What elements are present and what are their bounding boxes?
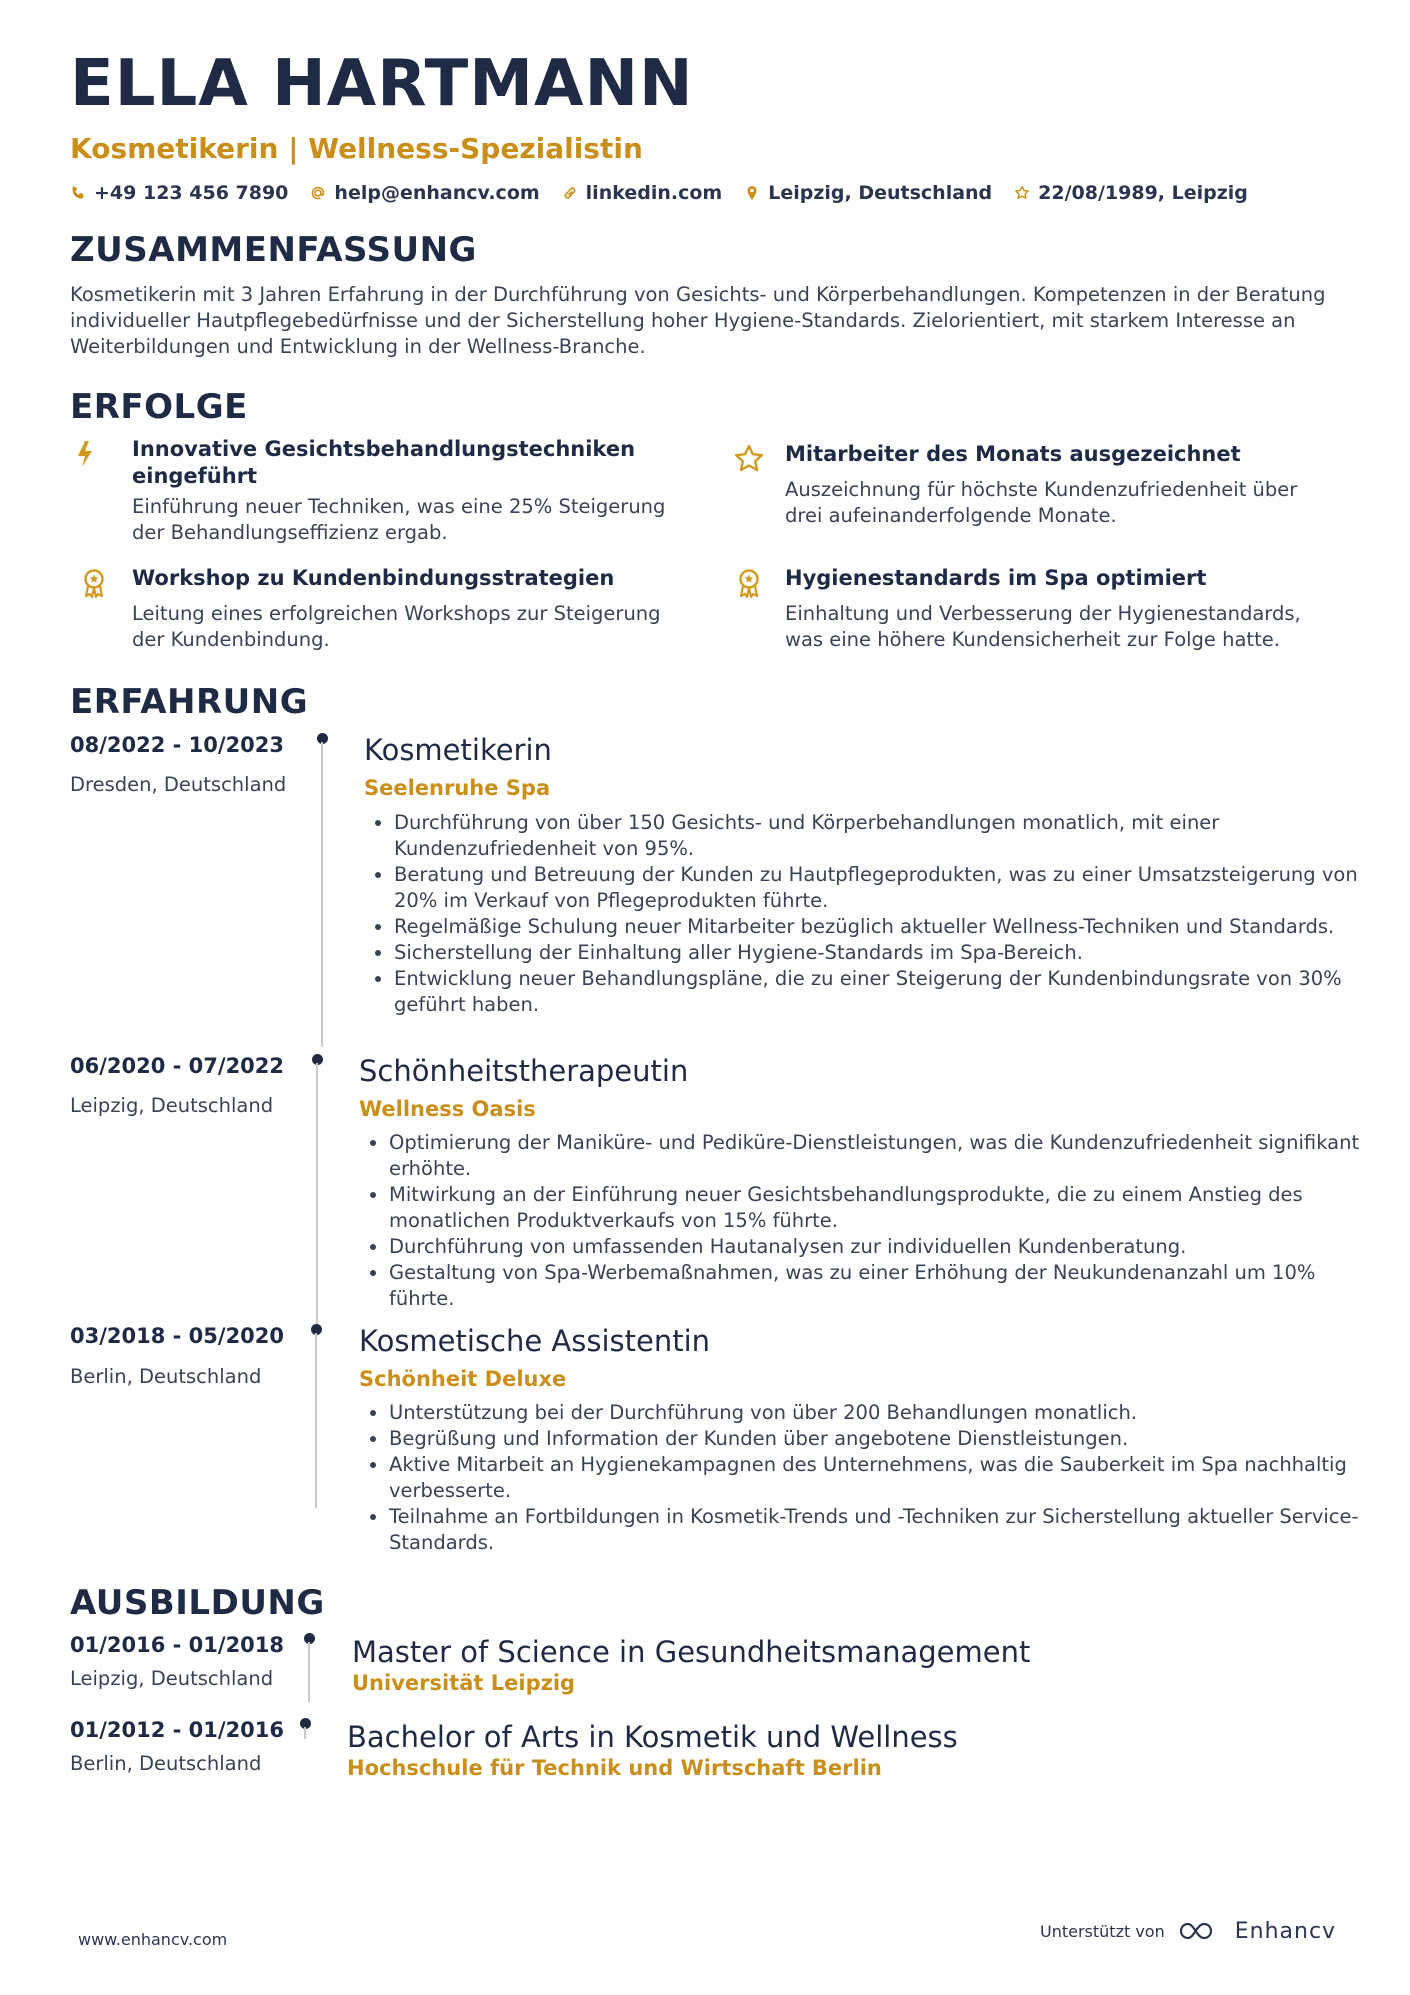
job-company: Schönheit Deluxe — [359, 1367, 567, 1391]
timeline-line — [316, 1063, 318, 1325]
list-item: • Regelmäßige Schulung neuer Mitarbeiter bezüglich aktueller Wellness-Techniken und Standards. — [394, 914, 1374, 940]
link-icon — [562, 185, 578, 201]
job-bullets — [361, 1400, 1369, 1556]
achievement-item — [733, 565, 1323, 655]
contact-linkedin[interactable] — [562, 182, 723, 204]
edu-dates: 01/2016 - 01/2018 — [70, 1633, 285, 1657]
timeline-line — [304, 1727, 306, 1739]
achievement-item — [733, 441, 1323, 531]
job-dates: 08/2022 - 10/2023 — [70, 733, 285, 757]
list-item: • Mitwirkung an der Einführung neuer Gesichtsbehandlungsprodukte, die zu einem Anstieg des monatlichen Produktverkaufs von 15% führte. — [389, 1182, 1374, 1234]
job-dates: 06/2020 - 07/2022 — [70, 1054, 285, 1078]
list-item: • Aktive Mitarbeit an Hygienekampagnen des Unternehmens, was die Sauberkeit im Spa nachhaltig verbesserte. — [389, 1452, 1369, 1504]
lightning-icon — [70, 438, 102, 470]
edu-degree: Master of Science in Gesundheitsmanagement — [352, 1635, 1031, 1669]
list-item: • Unterstützung bei der Durchführung von über 200 Behandlungen monatlich. — [389, 1400, 1369, 1426]
star-outline-icon — [733, 443, 765, 475]
edu-degree: Bachelor of Arts in Kosmetik und Wellness — [347, 1720, 958, 1754]
achievements-heading: ERFOLGE — [70, 387, 248, 427]
job-dates: 03/2018 - 05/2020 — [70, 1324, 285, 1348]
job-company: Wellness Oasis — [359, 1097, 536, 1121]
contact-birth-text: 22/08/1989, Leipzig — [1038, 182, 1248, 204]
contact-email-text: help@enhancv.com — [334, 182, 540, 204]
contact-email[interactable] — [310, 182, 539, 204]
achievement-item — [70, 436, 666, 546]
list-item: • Beratung und Betreuung der Kunden zu Hautpflegeprodukten, was zu einer Umsatzsteigerung von 20% im Verkauf von Pflegeprodukten führte. — [394, 862, 1374, 914]
job-role: Kosmetische Assistentin — [359, 1324, 711, 1358]
achievement-desc: Auszeichnung für höchste Kundenzufriedenheit über drei aufeinanderfolgende Monate. — [785, 478, 1298, 527]
job-location: Dresden, Deutschland — [70, 773, 287, 796]
powered-by-text: Unterstützt von — [1040, 1921, 1165, 1941]
award-medal-icon — [78, 567, 110, 599]
achievement-title: Hygienestandards im Spa optimiert — [785, 566, 1207, 590]
footer-branding — [1040, 1918, 1336, 1944]
at-icon — [310, 185, 326, 201]
enhancv-logo-icon — [1177, 1918, 1223, 1944]
contact-linkedin-text: linkedin.com — [585, 182, 723, 204]
edu-location: Berlin, Deutschland — [70, 1752, 262, 1775]
job-location: Berlin, Deutschland — [70, 1365, 262, 1388]
education-heading: AUSBILDUNG — [70, 1583, 325, 1623]
job-role: Kosmetikerin — [364, 733, 552, 767]
achievement-desc: Einführung neuer Techniken, was eine 25% Steigerung der Behandlungseffizienz ergab. — [132, 495, 666, 544]
candidate-name: ELLA HARTMANN — [70, 47, 694, 121]
contact-location — [744, 182, 992, 204]
achievement-desc: Einhaltung und Verbesserung der Hygienestandards, was eine höhere Kundensicherheit zur Folge hatte. — [785, 602, 1301, 651]
achievement-title: Mitarbeiter des Monats ausgezeichnet — [785, 442, 1241, 466]
list-item: • Teilnahme an Fortbildungen in Kosmetik-Trends und -Techniken zur Sicherstellung aktueller Service-Standards. — [389, 1504, 1369, 1556]
brand-name: Enhancv — [1234, 1918, 1337, 1944]
edu-school: Hochschule für Technik und Wirtschaft Berlin — [347, 1756, 882, 1780]
achievement-desc: Leitung eines erfolgreichen Workshops zur Steigerung der Kundenbindung. — [132, 602, 661, 651]
award-medal-icon — [733, 567, 765, 599]
edu-dates: 01/2012 - 01/2016 — [70, 1718, 285, 1742]
job-location: Leipzig, Deutschland — [70, 1094, 274, 1117]
contact-phone-text: +49 123 456 7890 — [94, 182, 289, 204]
edu-location: Leipzig, Deutschland — [70, 1667, 274, 1690]
job-role: Schönheitstherapeutin — [359, 1054, 689, 1088]
star-icon — [1014, 185, 1030, 201]
list-item: • Begrüßung und Information der Kunden über angebotene Dienstleistungen. — [389, 1426, 1369, 1452]
list-item: • Durchführung von umfassenden Hautanalysen zur individuellen Kundenberatung. — [389, 1234, 1374, 1260]
list-item: • Durchführung von über 150 Gesichts- und Körperbehandlungen monatlich, mit einer Kundenzufriedenheit von 95%. — [394, 810, 1374, 862]
contact-bar — [70, 182, 1248, 204]
list-item: • Optimierung der Maniküre- und Pediküre-Dienstleistungen, was die Kundenzufriedenheit signifikant erhöhte. — [389, 1130, 1374, 1182]
candidate-title: Kosmetikerin | Wellness-Spezialistin — [70, 132, 643, 165]
contact-birth — [1014, 182, 1248, 204]
summary-heading: ZUSAMMENFASSUNG — [70, 230, 477, 270]
achievement-title: Workshop zu Kundenbindungsstrategien — [132, 566, 615, 590]
location-pin-icon — [744, 185, 760, 201]
job-bullets — [361, 1130, 1374, 1312]
timeline-line — [321, 742, 323, 1047]
contact-phone[interactable] — [70, 182, 288, 204]
edu-school: Universität Leipzig — [352, 1671, 576, 1695]
experience-heading: ERFAHRUNG — [70, 682, 309, 722]
phone-icon — [70, 185, 86, 201]
achievement-item — [78, 565, 668, 655]
footer-website[interactable]: www.enhancv.com — [78, 1930, 228, 1949]
job-bullets — [366, 810, 1374, 1018]
summary-text: Kosmetikerin mit 3 Jahren Erfahrung in der Durchführung von Gesichts- und Körperbehandlungen. Kompetenzen in der Beratung individueller Hautpflegebedürfnisse und der Sicherstellung hoher Hygiene-Standards. Zielorientiert, mit starkem Interesse an Weiterbildungen und Entwicklung in der Wellness-Branche. — [70, 283, 1326, 358]
list-item: • Entwicklung neuer Behandlungspläne, die zu einer Steigerung der Kundenbindungsrate von 30% geführt haben. — [394, 966, 1374, 1018]
timeline-line — [308, 1642, 310, 1702]
job-company: Seelenruhe Spa — [364, 776, 551, 800]
list-item: • Gestaltung von Spa-Werbemaßnahmen, was zu einer Erhöhung der Neukundenanzahl um 10% führte. — [389, 1260, 1374, 1312]
achievement-title: Innovative Gesichtsbehandlungstechniken eingeführt — [132, 437, 636, 488]
timeline-line — [315, 1333, 317, 1508]
contact-location-text: Leipzig, Deutschland — [768, 182, 993, 204]
list-item: • Sicherstellung der Einhaltung aller Hygiene-Standards im Spa-Bereich. — [394, 940, 1374, 966]
